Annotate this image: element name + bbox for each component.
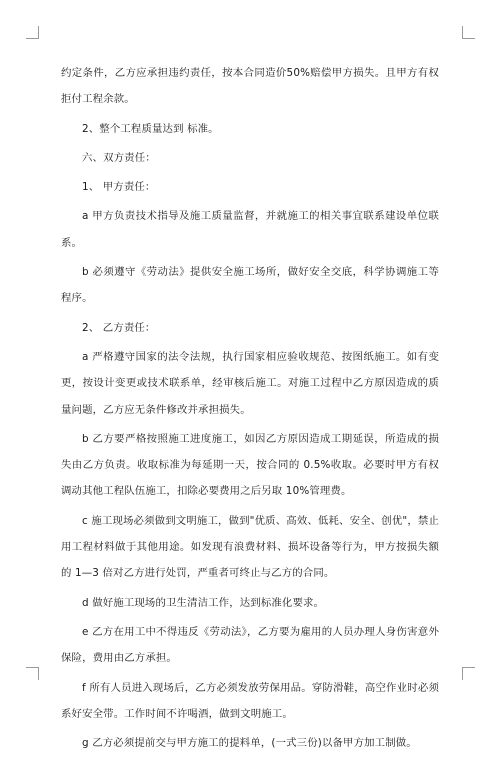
document-body: [61, 60, 439, 759]
subheading-party-a: 1、 甲方责任：: [82, 181, 156, 194]
crop-mark-bottom-right: [462, 667, 475, 680]
section-heading-responsibilities: 六、双方责任：: [82, 151, 156, 164]
paragraph-quality-standard: 2、整个工程质量达到 标准。: [82, 122, 219, 135]
clause-party-b-c: c 施工现场必须做到文明施工，做到"优质、高效、低耗、安全、创优"，禁止用工程材料做于其他用途。如发现有浪费材料、损坏设备等行为，甲方按损失额的 1—3 倍对乙方进行处罚，严重者可终止与乙方的合同。: [61, 514, 439, 580]
clause-party-b-e: e 乙方在用工中不得违反《劳动法》，乙方要为雇用的人员办理人身伤害意外保险，费用由乙方承担。: [61, 625, 439, 665]
crop-mark-top-right: [462, 26, 475, 39]
paragraph-contract-continuation: 约定条件，乙方应承担违约责任，按本合同造价50%赔偿甲方损失。且甲方有权拒付工程余款。: [61, 67, 439, 106]
clause-party-b-g: g 乙方必须提前交与甲方施工的提料单，(一式三份)以备甲方加工制做。: [82, 737, 417, 750]
clause-party-b-d: d 做好施工现场的卫生清洁工作，达到标准化要求。: [82, 596, 325, 609]
crop-mark-top-left: [26, 26, 39, 39]
clause-party-b-a: a 严格遵守国家的法令法规，执行国家相应验收规范、按图纸施工。如有变更，按设计变更或技术联系单，经审核后施工。对施工过程中乙方原因造成的质量问题，乙方应无条件修改并承担损失。: [61, 350, 439, 416]
crop-mark-bottom-left: [26, 667, 39, 680]
clause-party-b-f: f 所有人员进入现场后，乙方必须发放劳保用品。穿防滑鞋，高空作业时必须系好安全带。工作时间不许喝酒，做到文明施工。: [61, 681, 439, 720]
clause-party-b-b: b 乙方要严格按照施工进度施工，如因乙方原因造成工期延误，所造成的损失由乙方负责。收取标准为每延期一天，按合同的 0.5%收取。必要时甲方有权调动其他工程队伍施工，扣除必要费用之后另取 10%管理费。: [61, 432, 439, 498]
clause-party-a-a: a 甲方负责技术指导及施工质量监督，并就施工的相关事宜联系建设单位联系。: [61, 210, 439, 249]
subheading-party-b: 2、 乙方责任：: [82, 321, 156, 334]
clause-party-a-b: b 必须遵守《劳动法》提供安全施工场所，做好安全交底，科学协调施工等程序。: [61, 266, 439, 305]
